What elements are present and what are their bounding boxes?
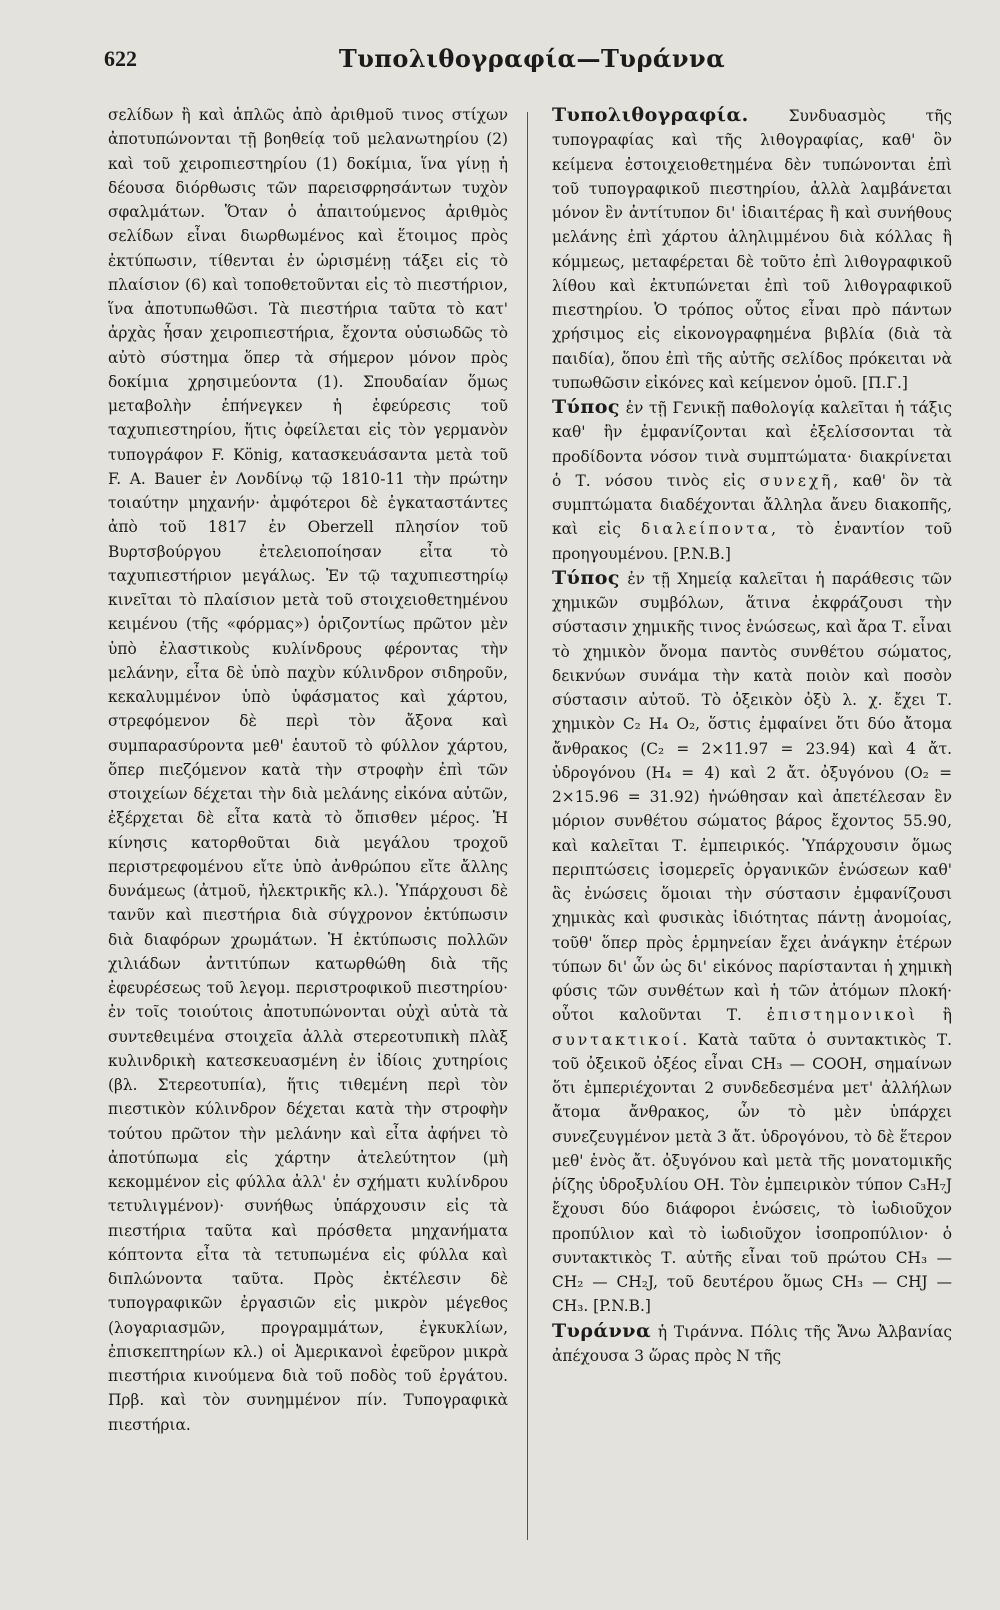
headword: Τύπος: [552, 396, 620, 418]
right-column: [552, 103, 952, 1368]
entry-typos-pathology: [552, 395, 952, 566]
page-header: [104, 42, 960, 82]
entry-body: ἐν τῇ Γενικῇ παθολογίᾳ καλεῖται ἡ τάξις καθ' ἣν ἐμφανίζονται καὶ ἐξελίσσονται τὰ προδίδοντα νόσον τινὰ συμπτώματα· διακρίνεται ὁ Τ. νόσου τινὸς εἰς: [552, 399, 952, 490]
entry-body: ἢ: [917, 1006, 952, 1025]
entry-body: ἐν τῇ Χημείᾳ καλεῖται ἡ παράθεσις τῶν χημικῶν συμβόλων, ἅτινα ἐκφράζουσι τὴν σύστασιν χημικῆς τινος ἑνώσεως, καὶ ἄρα Τ. εἶναι τὸ χημικὸν ὄνομα παντὸς συνθέτου σώματος, δεικνύων συνάμα τὴν κατὰ ποιὸν καὶ ποσὸν σύστασιν αὐτοῦ. Τὸ ὀξεικὸν ὀξὺ λ. χ. ἔχει Τ. χημικὸν C₂ H₄ O₂, ὅστις ἐμφαίνει ὅτι δύο ἄτομα ἄνθρακος (C₂ = 2×11.97 = 23.94) καὶ 4 ἄτ. ὑδρογόνου (H₄ = 4) καὶ 2 ἄτ. ὀξυγόνου (O₂ = 2×15.96 = 31.92) ἡνώθησαν καὶ ἀπετέλεσαν ἓν μόριον συνθέτου σώματος βάρος ἔχοντος 55.90, καὶ καλεῖται Τ. ἐμπειρικός. Ὑπάρχουσιν ὅμως περιπτώσεις ἰσομερεῖς ὀργανικῶν ἑνώσεων καθ' ἃς ἑνώσεις ὅμοιαι τὴν σύστασιν ἐμφανίζουσι χημικὰς καὶ φυσικὰς ἰδιότητας πάντῃ ἀνομοίας, τοῦθ' ὅπερ πρὸς ἑρμηνείαν ἔχει ἀνάγκην ἑτέρων τύπων δι' ὧν ὡς δι' εἰκόνος παρίστανται ἡ χημικὴ φύσις τῶν συνθέτων καὶ ἡ τῶν ἀτόμων πλοκή· οὗτοι καλοῦνται Τ.: [552, 569, 952, 1025]
headword: Τυπολιθογραφία.: [552, 104, 749, 126]
entry-body: ἡ Τιράννα. Πόλις τῆς Ἄνω Ἀλβανίας ἀπέχουσα 3 ὥρας πρὸς Ν τῆς: [552, 1322, 952, 1365]
headword: Τύπος: [552, 566, 620, 589]
spaced-term: διαλείποντα: [641, 520, 772, 539]
left-column: [108, 103, 508, 1437]
page-number: 622: [104, 46, 137, 71]
entry-body: , καθ' ὃν τὰ συμπτώματα διαδέχονται ἄλληλα ἄνευ διακοπῆς, καὶ εἰς: [552, 471, 952, 539]
headword: Τυράννα: [552, 1319, 652, 1342]
spaced-term: συντακτικοί: [552, 1030, 683, 1049]
entry-typolithographia: [552, 103, 952, 395]
entry-body: Συνδυασμὸς τῆς τυπογραφίας καὶ τῆς λιθογραφίας, καθ' ὃν κείμενα ἐστοιχειοθετημένα δὲν τυπώνονται ἐπὶ τοῦ τυπογραφικοῦ πιεστηρίου, ἀλλὰ λαμβάνεται μόνον ἓν ἀντίτυπον δι' ἰδιαιτέρας ἢ καὶ συνήθους μελάνης ἐπὶ χάρτου ἀληλιμμένου διὰ κόλλας ἢ κόμμεως, μεταφέρεται δὲ τοῦτο ἐπὶ λιθογραφικοῦ λίθου καὶ ἐκτυπώνεται ἐπὶ τοῦ λιθογραφικοῦ πιεστηρίου. Ὁ τρόπος οὗτος εἶναι πρὸ πάντων χρήσιμος εἰς εἰκονογραφημένα βιβλία (διὰ τὰ παιδία), ὅπου ἐπὶ τῆς αὐτῆς σελίδος πρόκειται νὰ τυπωθῶσιν εἰκόνες καὶ κείμενον ὁμοῦ. [Π.Γ.]: [552, 107, 952, 392]
entry-body: , τὸ ἐναντίον τοῦ προηγουμένου. [P.N.B.]: [552, 520, 952, 563]
entry-body: . Κατὰ ταῦτα ὁ συντακτικὸς Τ. τοῦ ὀξεικοῦ ὀξέος εἶναι CH₃ — COOH, σημαίνων ὅτι ἐμπεριέχονται 2 συνδεδεσμένα μετ' ἀλλήλων ἄτομα ἄνθρακος, ὧν τὸ μὲν ὑπάρχει συνεζευγμένον μετὰ 3 ἄτ. ὑδρογόνου, τὸ δὲ ἕτερον μεθ' ἑνὸς ἄτ. ὀξυγόνου καὶ μετὰ τῆς μονατομικῆς ῥίζης ὑδροξυλίου OH. Τὸν ἐμπειρικὸν τύπον C₃H₇J ἔχουσι δύο διάφοροι ἑνώσεις, τὸ ἰωδιοῦχον προπύλιον καὶ τὸ ἰωδιοῦχον ἰσοπροπύλιον· ὁ συντακτικὸς Τ. αὐτῆς εἶναι τοῦ πρώτου CH₃ — CH₂ — CH₂J, τοῦ δευτέρου ὅμως CH₃ — CHJ — CH₃. [P.N.B.]: [552, 1030, 952, 1316]
spaced-term: ἐπιστημονικοὶ: [766, 1006, 918, 1025]
entry-typos-chemistry: [552, 566, 952, 1319]
entry-tyranna: [552, 1319, 952, 1369]
running-title: Τυπολιθογραφία—Τυράννα: [338, 44, 726, 73]
column-divider: [527, 112, 528, 1540]
left-column-text: σελίδων ἢ καὶ ἁπλῶς ἀπὸ ἀριθμοῦ τινος στίχων ἀποτυπώνονται τῇ βοηθείᾳ τοῦ μελανωτηρίου (2) καὶ τοῦ χειροπιεστηρίου (1) δοκίμια, ἵνα γίνῃ ἡ δέουσα διόρθωσις τῶν παρεισφρησάντων τυχὸν σφαλμάτων. Ὅταν ὁ ἀπαιτούμενος ἀριθμὸς σελίδων εἶναι διωρθωμένος καὶ ἕτοιμος πρὸς ἐκτύπωσιν, τίθενται ἐν ὡρισμένῃ τάξει εἰς τὸ πλαίσιον (6) καὶ τοποθετοῦνται εἰς τὸ πιεστήριον, ἵνα ἀποτυπωθῶσι. Τὰ πιεστήρια ταῦτα τὸ κατ' ἀρχὰς ἦσαν χειροπιεστήρια, ἔχοντα οὐσιωδῶς τὸ αὐτὸ σύστημα ὅπερ τὰ σήμερον μόνον πρὸς δοκίμια χρησιμεύοντα (1). Σπουδαίαν ὅμως μεταβολὴν ἐπήνεγκεν ἡ ἐφεύρεσις τοῦ ταχυπιεστηρίου, ἥτις ὀφείλεται εἰς τὸν γερμανὸν τυπογράφον F. König, κατασκευάσαντα μετὰ τοῦ F. A. Bauer ἐν Λονδίνῳ τῷ 1810-11 τὴν πρώτην τοιαύτην μηχανήν· ἀμφότεροι δὲ ἐγκαταστάντες ἀπὸ τοῦ 1817 ἐν Oberzell πλησίον τοῦ Βυρτσβούργου ἐτελειοποίησαν εἶτα τὸ ταχυπιεστήριον μεγάλως. Ἐν τῷ ταχυπιεστηρίῳ κινεῖται τὸ πλαίσιον μετὰ τοῦ στοιχειοθετημένου κειμένου (τῆς «φόρμας») ὁριζοντίως πρῶτον μὲν ὑπὸ ἐλαστικοὺς κυλίνδρους φέροντας τὴν μελάνην, εἶτα δὲ ὑπὸ παχὺν κύλινδρον σιδηροῦν, κεκαλυμμένον ὑπὸ ὑφάσματος καὶ χάρτου, στρεφόμενον δὲ περὶ τὸν ἄξονα καὶ συμπαρασύροντα μεθ' ἑαυτοῦ τὸ φύλλον χάρτου, ὅπερ πιεζόμενον κατὰ τὴν στροφὴν ἐπὶ τῶν στοιχείων δέχεται τὴν διὰ μελάνης εἰκόνα αὐτῶν, ἐξέρχεται δὲ εἶτα κατὰ τὸ ὄπισθεν μέρος. Ἡ κίνησις κατορθοῦται διὰ μεγάλου τροχοῦ περιστρεφομένου εἴτε ὑπὸ ἀνθρώπου εἴτε ἄλλης δυνάμεως (ἀτμοῦ, ἠλεκτρικῆς κλ.). Ὑπάρχουσι δὲ τανῦν καὶ πιεστήρια διὰ σύγχρονον ἐκτύπωσιν διὰ διαφόρων χρωμάτων. Ἡ ἐκτύπωσις πολλῶν χιλιάδων ἀντιτύπων κατωρθώθη διὰ τῆς ἐφευρέσεως τοῦ λεγομ. περιστροφικοῦ πιεστηρίου· ἐν τοῖς τοιούτοις ἀποτυπώνονται οὐχὶ αὐτὰ τὰ συντεθειμένα στοιχεῖα ἀλλὰ στερεοτυπικὴ πλὰξ κυλινδρικὴ κατεσκευασμένη ἐν ἰδίοις χυτηρίοις (βλ. Στερεοτυπία), ἥτις τιθεμένη περὶ τὸν πιεστικὸν κύλινδρον δέχεται κατὰ τὴν στροφὴν τούτου πρῶτον τὴν μελάνην καὶ εἶτα ἀφήνει τὸ ἀποτύπωμα εἰς χάρτην ἀτελεύτητον (μὴ κεκομμένον εἰς φύλλα ἀλλ' ἐν σχήματι κυλίνδρου τετυλιγμένον)· συνήθως ὑπάρχουσιν εἰς τὰ πιεστήρια ταῦτα καὶ πρόσθετα μηχανήματα κόπτοντα εἶτα τὰ τετυπωμένα εἰς φύλλα καὶ διπλώνοντα ταῦτα. Πρὸς ἐκτέλεσιν δὲ τυπογραφικῶν ἐργασιῶν εἰς μικρὸν μέγεθος (λογαριασμῶν, προγραμμάτων, ἐγκυκλίων, ἐπισκεπτηρίων κλ.) οἱ Ἀμερικανοὶ ἐφεῦρον μικρὰ πιεστήρια κινούμενα διὰ τοῦ ποδὸς τοῦ ἐργάτου. Πρβ. καὶ τὸν συνημμένον πίν. Τυπογραφικὰ πιεστήρια.: [108, 106, 508, 1434]
spaced-term: συνεχῆ: [759, 471, 834, 490]
